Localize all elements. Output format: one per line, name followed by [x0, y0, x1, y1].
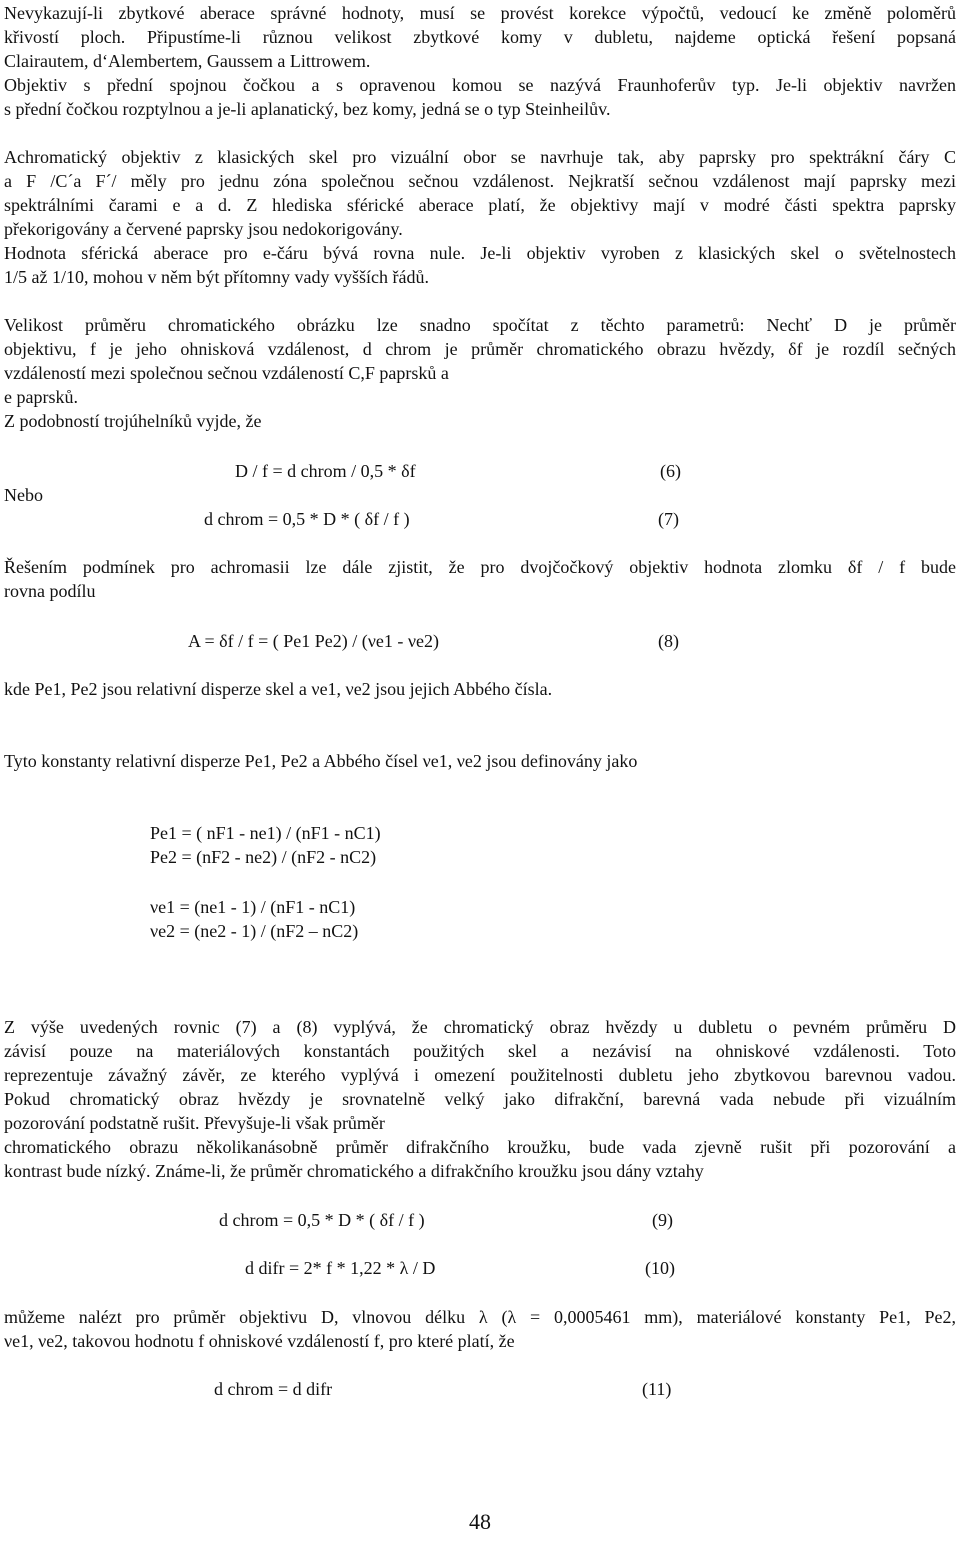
paragraph-line: Z výše uvedených rovnic (7) a (8) vyplývá, že chromatický obraz hvězdy u dubletu o pevném průměru D — [4, 1017, 956, 1037]
definition-ve2: νe2 = (ne2 - 1) / (nF2 – nC2) — [150, 921, 359, 941]
equation-9: d chrom = 0,5 * D * ( δf / f ) — [219, 1210, 425, 1230]
paragraph-line: Objektiv s přední spojnou čočkou a s opravenou komou se nazývá Fraunhoferův typ. Je-li objektiv navržen — [4, 75, 956, 95]
paragraph-line: křivostí ploch. Připustíme-li různou velikost zbytkové komy v dubletu, najdeme optická řešení popsaná — [4, 27, 956, 47]
paragraph-line: Tyto konstanty relativní disperze Pe1, Pe2 a Abbého čísel νe1, νe2 jsou definovány jako — [4, 751, 638, 771]
paragraph-line: chromatického obrazu několikanásobně průměr difrakčního kroužku, bude vada zjevně rušit při pozorování a — [4, 1137, 956, 1157]
equation-number-11: (11) — [642, 1379, 672, 1399]
paragraph-line: e paprsků. — [4, 387, 78, 407]
definition-ve1: νe1 = (ne1 - 1) / (nF1 - nC1) — [150, 897, 356, 917]
nebo-label: Nebo — [4, 485, 43, 505]
equation-8: A = δf / f = ( Pe1 Pe2) / (νe1 - νe2) — [188, 631, 440, 651]
paragraph-line: překorigovány a červené paprsky jsou nedokorigovány. — [4, 219, 403, 239]
paragraph-line: Řešením podmínek pro achromasii lze dále zjistit, že pro dvojčočkový objektiv hodnota zlomku δf / f bude — [4, 557, 956, 577]
paragraph-line: pozorování podstatně rušit. Převyšuje-li však průměr — [4, 1113, 385, 1133]
equation-number-10: (10) — [645, 1258, 675, 1278]
paragraph-line: spektrálními čarami e a d. Z hlediska sférické aberace platí, že objektivy mají v modré části spektra paprsky — [4, 195, 956, 215]
paragraph-line: Z podobností trojúhelníků vyjde, že — [4, 411, 262, 431]
equation-10: d difr = 2* f * 1,22 * λ / D — [245, 1258, 436, 1278]
equation-7: d chrom = 0,5 * D * ( δf / f ) — [204, 509, 410, 529]
paragraph-line: νe1, νe2, takovou hodnotu f ohniskové vzdáleností f, pro které platí, že — [4, 1331, 515, 1351]
equation-number-9: (9) — [652, 1210, 673, 1230]
paragraph-line: Nevykazují-li zbytkové aberace správné hodnoty, musí se provést korekce výpočtů, vedoucí ke změně poloměrů — [4, 3, 956, 23]
equation-11: d chrom = d difr — [214, 1379, 333, 1399]
paragraph-line: rovna podílu — [4, 581, 96, 601]
paragraph-line: Velikost průměru chromatického obrázku lze snadno spočítat z těchto parametrů: Nechť D je průměr — [4, 315, 956, 335]
paragraph-line: Clairautem, d‘Alembertem, Gaussem a Littrowem. — [4, 51, 371, 71]
paragraph-line: kde Pe1, Pe2 jsou relativní disperze skel a νe1, νe2 jsou jejich Abbého čísla. — [4, 679, 553, 699]
paragraph-line: Hodnota sférická aberace pro e-čáru bývá rovna nule. Je-li objektiv vyroben z klasických skel o světelnostech — [4, 243, 956, 263]
paragraph-line: kontrast bude nízký. Známe-li, že průměr chromatického a difrakčního kroužku jsou dány vztahy — [4, 1161, 704, 1181]
equation-number-6: (6) — [660, 461, 681, 481]
page-number: 48 — [469, 1509, 491, 1534]
paragraph-line: závisí pouze na materiálových konstantách použitých skel a nezávisí na ohniskové vzdálenosti. Toto — [4, 1041, 956, 1061]
paragraph-line: s přední čočkou rozptylnou a je-li aplanatický, bez komy, jedná se o typ Steinheilův. — [4, 99, 611, 119]
equation-number-7: (7) — [658, 509, 679, 529]
paragraph-line: reprezentuje závažný závěr, ze kterého vyplývá i omezení použitelnosti dubletu jeho zbytkovou barevnou vadou. — [4, 1065, 956, 1085]
paragraph-line: a F /C´a F´/ měly pro jednu zóna společnou sečnou vzdálenost. Nejkratší sečnou vzdálenost mají paprsky mezi — [4, 171, 956, 191]
paragraph-line: 1/5 až 1/10, mohou v něm být přítomny vady vyšších řádů. — [4, 267, 429, 287]
paragraph-line: Pokud chromatický obraz hvězdy je srovnatelně velký jako difrakční, barevná vada nebude při vizuálním — [4, 1089, 956, 1109]
definition-pe1: Pe1 = ( nF1 - ne1) / (nF1 - nC1) — [150, 823, 381, 843]
equation-6: D / f = d chrom / 0,5 * δf — [235, 461, 416, 481]
paragraph-line: můžeme nalézt pro průměr objektivu D, vlnovou délku λ (λ = 0,0005461 mm), materiálové konstanty Pe1, Pe2, — [4, 1307, 956, 1327]
paragraph-line: objektivu, f je jeho ohnisková vzdálenost, d chrom je průměr chromatického obrazu hvězdy, δf je rozdíl sečných — [4, 339, 956, 359]
equation-number-8: (8) — [658, 631, 679, 651]
paragraph-line: vzdáleností mezi společnou sečnou vzdáleností C,F paprsků a — [4, 363, 449, 383]
definition-pe2: Pe2 = (nF2 - ne2) / (nF2 - nC2) — [150, 847, 377, 867]
paragraph-line: Achromatický objektiv z klasických skel pro vizuální obor se navrhuje tak, aby paprsky pro spektrákní čáry C — [4, 147, 956, 167]
